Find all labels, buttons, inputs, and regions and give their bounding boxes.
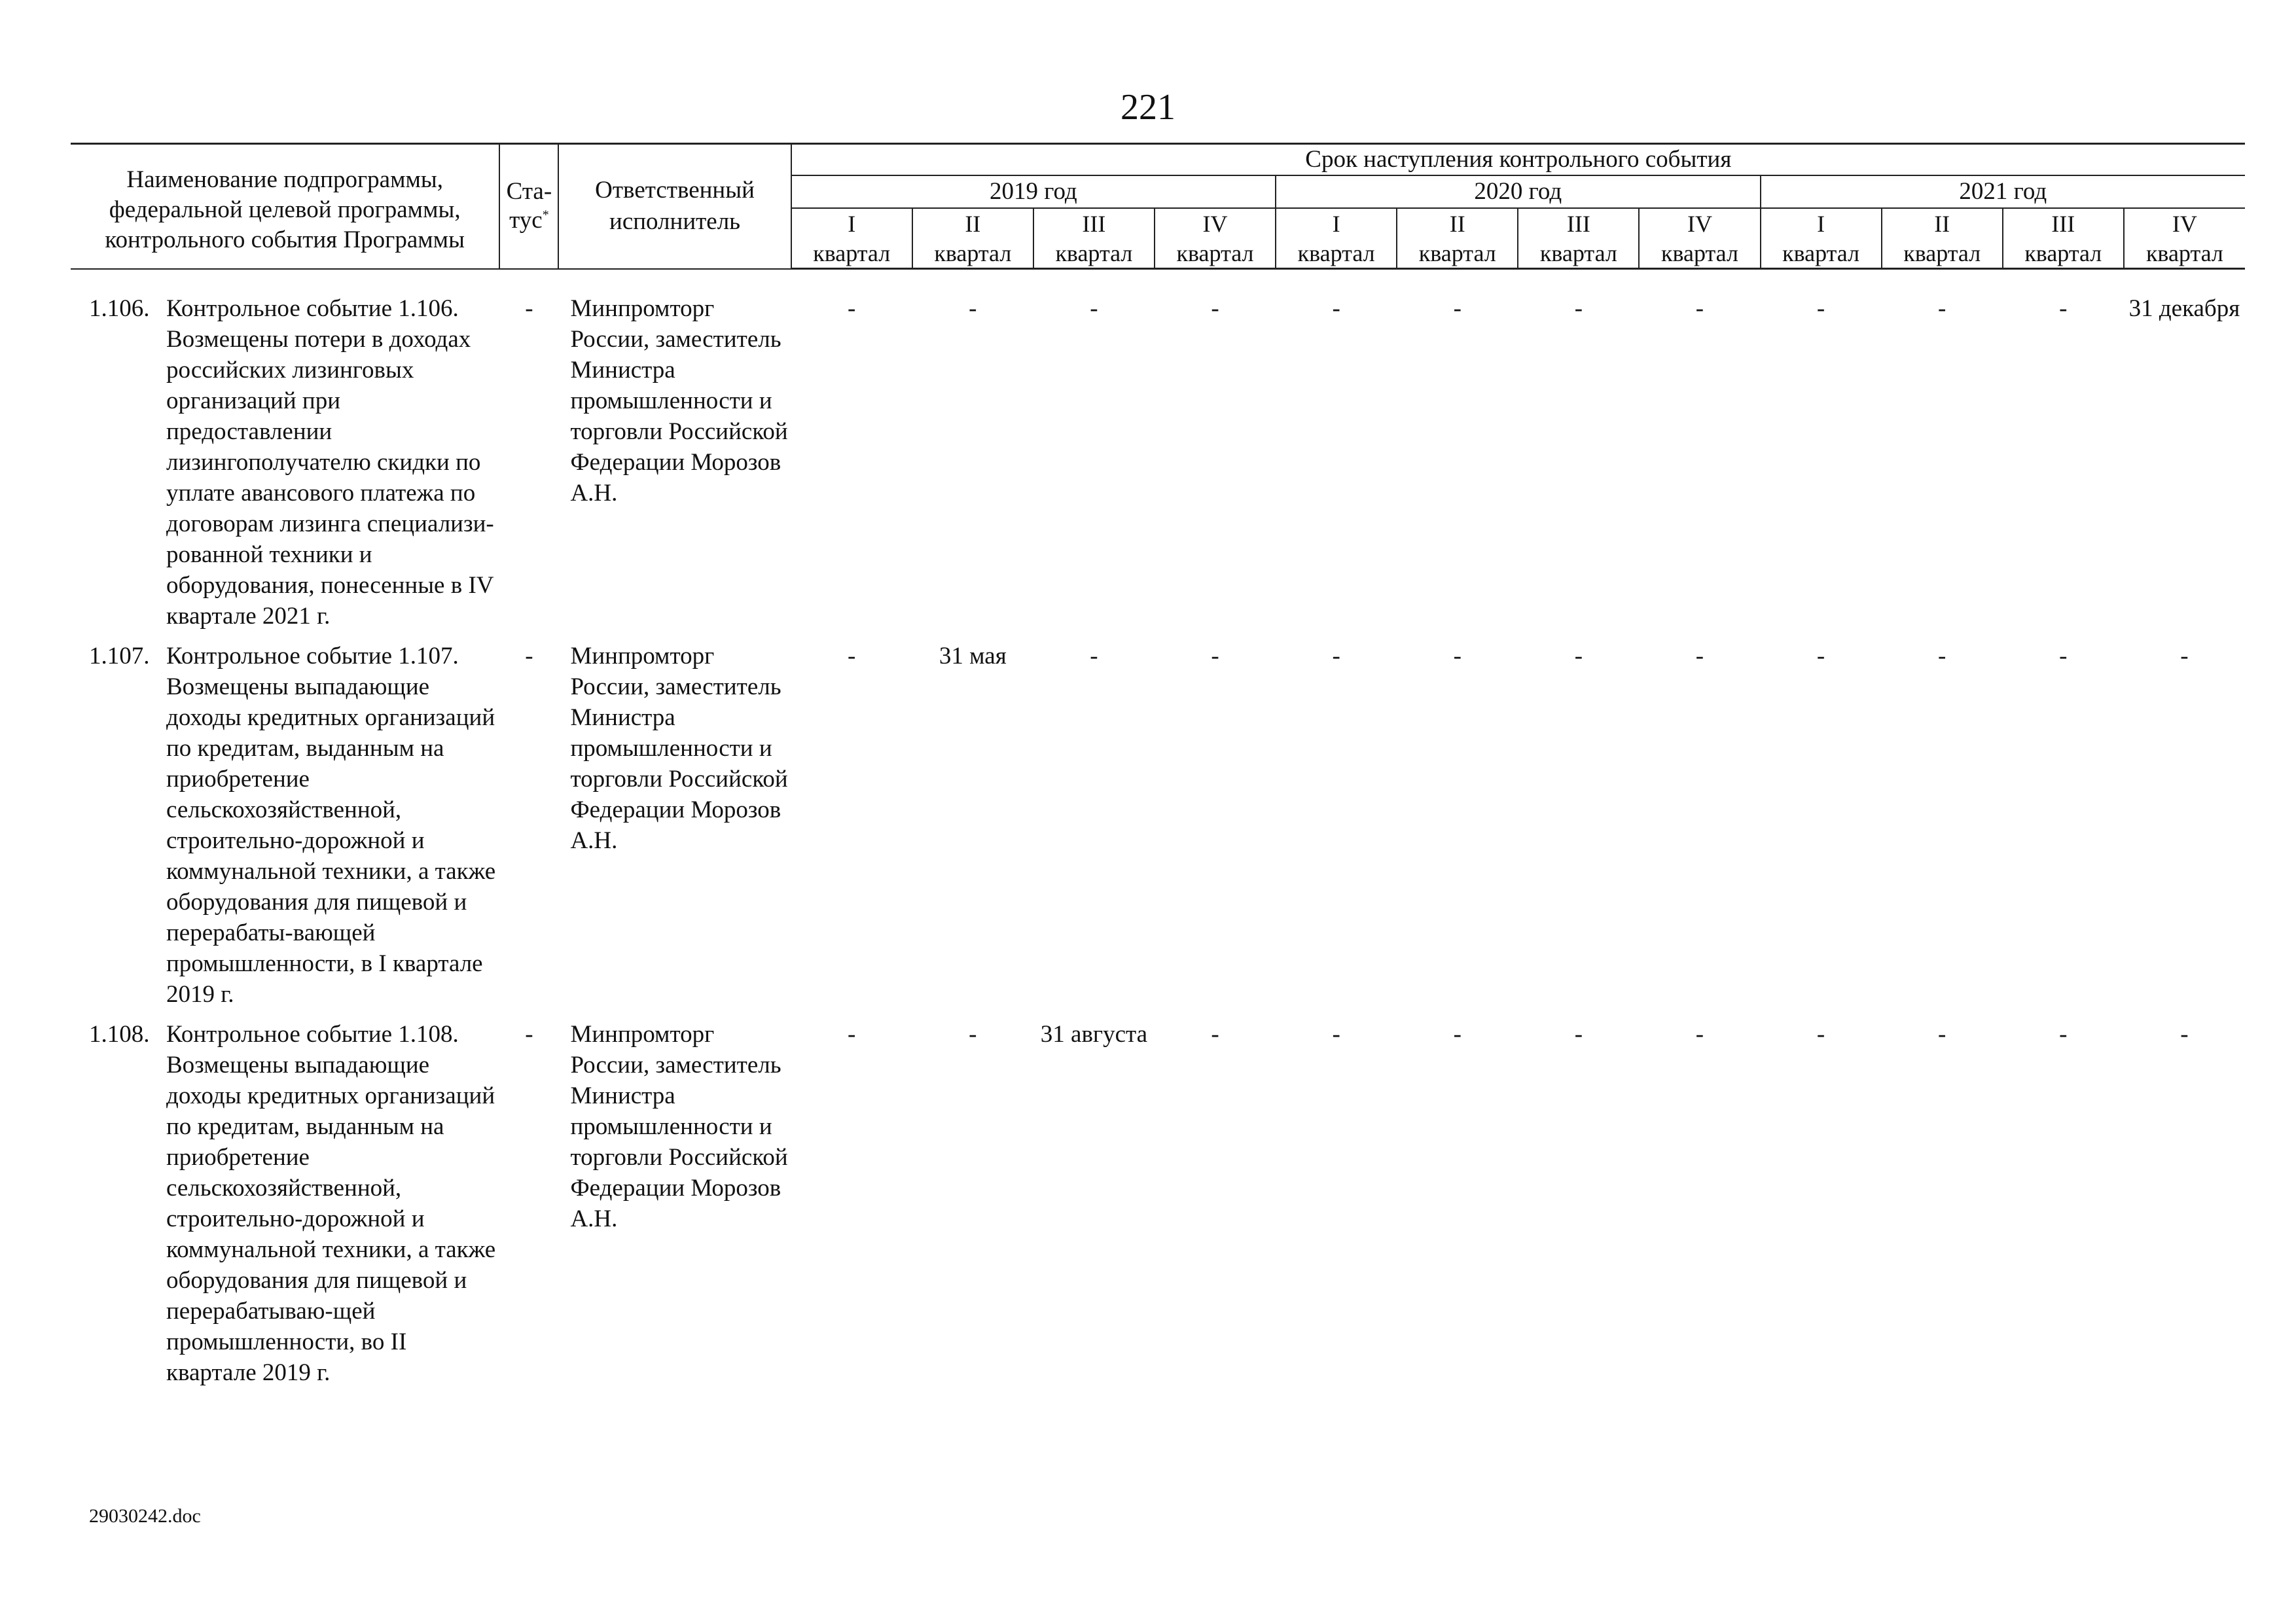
event-status: - xyxy=(525,295,533,322)
header-quarter-word-1: квартал xyxy=(912,239,1033,269)
quarter-deadline-cell: - xyxy=(848,643,856,669)
quarter-deadline-cell: - xyxy=(1816,295,1825,322)
quarter-deadline-cell: - xyxy=(969,295,977,322)
quarter-deadline-cell: - xyxy=(1453,295,1462,322)
quarter-deadline-cell: - xyxy=(1211,1021,1219,1048)
header-quarter-word-11: квартал xyxy=(2124,239,2245,269)
quarter-deadline-cell: - xyxy=(2059,643,2068,669)
quarter-deadline-cell: - xyxy=(1211,295,1219,322)
header-quarter-10: III xyxy=(2003,208,2124,239)
header-quarter-word-8: квартал xyxy=(1761,239,1882,269)
quarter-deadline-cell: - xyxy=(1938,1021,1946,1048)
quarter-deadline-cell: 31 августа xyxy=(1040,1021,1148,1048)
quarter-deadline-cell: - xyxy=(1938,295,1946,322)
event-number: 1.107. xyxy=(89,643,150,669)
header-quarter-9: II xyxy=(1882,208,2003,239)
quarter-deadline-cell: - xyxy=(1332,295,1340,322)
header-year-1: 2020 год xyxy=(1276,175,1760,208)
header-quarter-word-3: квартал xyxy=(1155,239,1276,269)
header-year-2: 2021 год xyxy=(1761,175,2245,208)
header-quarter-word-0: квартал xyxy=(791,239,912,269)
header-quarter-word-6: квартал xyxy=(1518,239,1639,269)
table-row xyxy=(71,1019,2245,1397)
quarter-deadline-cell: - xyxy=(1574,1021,1583,1048)
quarter-deadline-cell: - xyxy=(1938,643,1946,669)
event-number: 1.108. xyxy=(89,1021,150,1048)
quarter-deadline-cell: - xyxy=(1695,1021,1704,1048)
event-responsible: Минпромторг России, заместитель Министра промышленности и торговли Российской Федерации Морозов А.Н. xyxy=(570,295,788,507)
header-quarter-0: I xyxy=(791,208,912,239)
header-gap-row xyxy=(71,269,2245,294)
header-quarter-word-10: квартал xyxy=(2003,239,2124,269)
header-quarter-word-4: квартал xyxy=(1276,239,1397,269)
quarter-deadline-cell: - xyxy=(1574,295,1583,322)
quarter-deadline-cell: - xyxy=(969,1021,977,1048)
quarter-deadline-cell: - xyxy=(1574,643,1583,669)
footer-file-name: 29030242.doc xyxy=(89,1505,201,1527)
quarter-deadline-cell: - xyxy=(1816,1021,1825,1048)
event-description: Контрольное событие 1.107. Возмещены выпадающие доходы кредитных организаций по кредитам, выданным на приобретение сельскохозяйственной, строительно-дорожной и коммунальной техники, а также оборудования для пищевой и перерабаты-вающей промышленности, в I квартале 2019 г. xyxy=(166,643,496,1008)
quarter-deadline-cell: - xyxy=(848,1021,856,1048)
page-number: 221 xyxy=(1121,87,1175,128)
event-status: - xyxy=(525,1021,533,1048)
event-status: - xyxy=(525,643,533,669)
header-quarter-1: II xyxy=(912,208,1033,239)
quarter-deadline-cell: - xyxy=(2059,1021,2068,1048)
quarter-deadline-cell: - xyxy=(1695,643,1704,669)
header-quarter-6: III xyxy=(1518,208,1639,239)
quarter-deadline-cell: - xyxy=(2180,643,2189,669)
control-events-table xyxy=(71,143,2245,1397)
header-quarter-3: IV xyxy=(1155,208,1276,239)
header-quarter-word-9: квартал xyxy=(1882,239,2003,269)
header-status-mark: * xyxy=(542,207,549,223)
quarter-deadline-cell: - xyxy=(2180,1021,2189,1048)
header-quarter-7: IV xyxy=(1639,208,1760,239)
quarter-deadline-cell: - xyxy=(1211,643,1219,669)
quarter-deadline-cell: - xyxy=(1332,1021,1340,1048)
header-year-0: 2019 год xyxy=(791,175,1276,208)
quarter-deadline-cell: - xyxy=(2059,295,2068,322)
quarter-deadline-cell: - xyxy=(848,295,856,322)
header-quarter-4: I xyxy=(1276,208,1397,239)
header-quarter-5: II xyxy=(1397,208,1518,239)
quarter-deadline-cell: - xyxy=(1453,1021,1462,1048)
event-entry xyxy=(89,293,499,632)
header-status-text: Ста-тус xyxy=(506,178,552,234)
event-responsible: Минпромторг России, заместитель Министра промышленности и торговли Российской Федерации Морозов А.Н. xyxy=(570,1021,788,1232)
event-responsible: Минпромторг России, заместитель Министра промышленности и торговли Российской Федерации Морозов А.Н. xyxy=(570,643,788,854)
header-quarter-2: III xyxy=(1033,208,1155,239)
header-name-column: Наименование подпрограммы, федеральной целевой программы, контрольного события Программы xyxy=(71,144,499,269)
table-row xyxy=(71,293,2245,641)
quarter-deadline-cell: - xyxy=(1695,295,1704,322)
event-description: Контрольное событие 1.108. Возмещены выпадающие доходы кредитных организаций по кредитам, выданным на приобретение сельскохозяйственной, строительно-дорожной и коммунальной техники, а также оборудования для пищевой и перерабатываю-щей промышленности, во II квартале 2019 г. xyxy=(166,1021,496,1386)
quarter-deadline-cell: - xyxy=(1453,643,1462,669)
quarter-deadline-cell: - xyxy=(1816,643,1825,669)
table-header xyxy=(71,144,2245,269)
header-deadline-group: Срок наступления контрольного события xyxy=(791,144,2245,176)
header-quarter-11: IV xyxy=(2124,208,2245,239)
quarter-deadline-cell: 31 декабря xyxy=(2128,295,2240,322)
header-quarter-8: I xyxy=(1761,208,1882,239)
quarter-deadline-cell: - xyxy=(1332,643,1340,669)
quarter-deadline-cell: - xyxy=(1090,643,1098,669)
event-name-cell xyxy=(71,293,499,641)
event-name-cell xyxy=(71,1019,499,1397)
table-row xyxy=(71,641,2245,1019)
event-description: Контрольное событие 1.106. Возмещены потери в доходах российских лизинговых организаций при предоставлении лизингополучателю скидки по уплате авансового платежа по договорам лизинга специализи-рованной техники и оборудования, понесенные в IV квартале 2021 г. xyxy=(166,295,494,630)
event-entry xyxy=(89,641,499,1010)
quarter-deadline-cell: 31 мая xyxy=(939,643,1007,669)
event-entry xyxy=(89,1019,499,1388)
header-quarter-word-7: квартал xyxy=(1639,239,1760,269)
quarter-deadline-cell: - xyxy=(1090,295,1098,322)
header-status-column xyxy=(499,144,558,269)
header-responsible-column: Ответственный исполнитель xyxy=(558,144,791,269)
event-name-cell xyxy=(71,641,499,1019)
header-quarter-word-5: квартал xyxy=(1397,239,1518,269)
event-number: 1.106. xyxy=(89,295,150,322)
header-quarter-word-2: квартал xyxy=(1033,239,1155,269)
table-body xyxy=(71,269,2245,1398)
